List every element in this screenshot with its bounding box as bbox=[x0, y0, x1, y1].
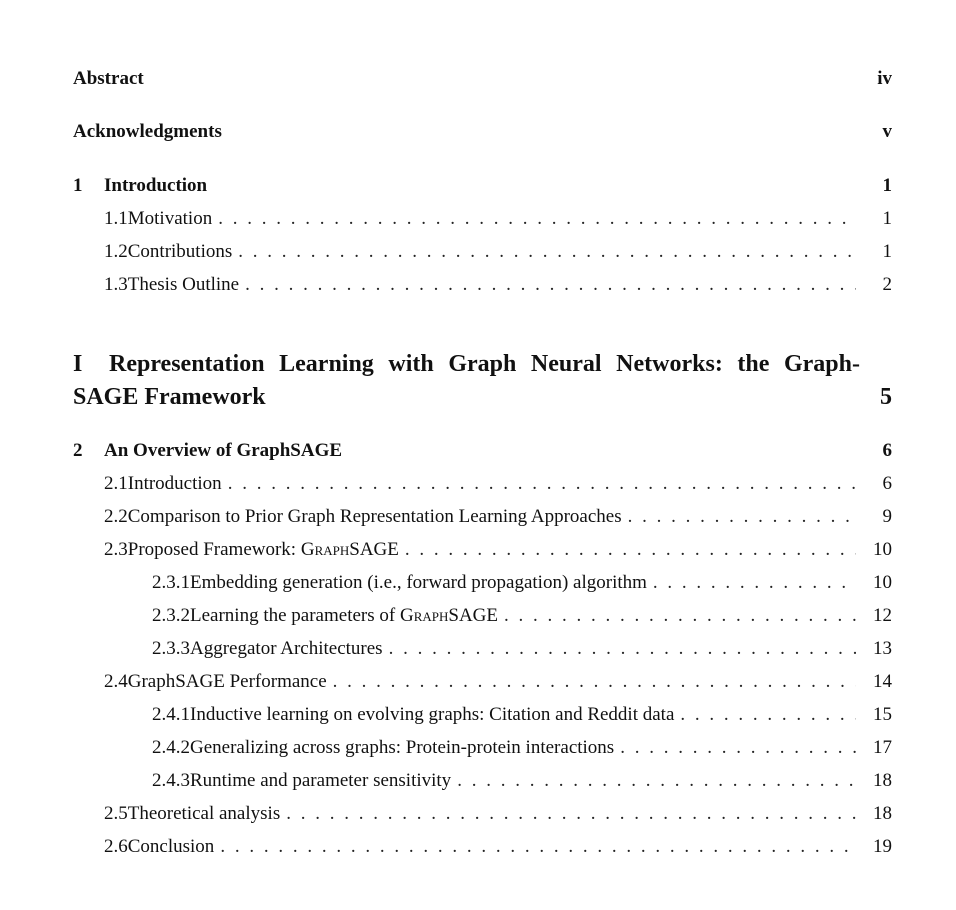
section-title: GraphSAGE Performance bbox=[127, 671, 327, 692]
section-title: Motivation bbox=[127, 208, 213, 229]
subsection-page: 10 bbox=[873, 572, 892, 593]
title-prefix: Proposed Framework: G bbox=[127, 539, 315, 560]
subsection-page: 17 bbox=[873, 737, 892, 758]
section-number: 2.1 bbox=[104, 473, 128, 494]
dot-leader bbox=[389, 638, 856, 660]
subsection-number: 2.4.1 bbox=[152, 704, 190, 725]
toc-subsection-2-3-1[interactable] bbox=[73, 572, 892, 594]
toc-section-2-1[interactable] bbox=[73, 473, 892, 495]
toc-section-2-3[interactable] bbox=[73, 539, 892, 561]
section-title: Contributions bbox=[127, 241, 233, 262]
section-title: Conclusion bbox=[127, 836, 215, 857]
dot-leader bbox=[333, 671, 856, 693]
section-page: 2 bbox=[882, 274, 892, 295]
title-smallcaps: raph bbox=[413, 605, 449, 626]
subsection-number: 2.4.2 bbox=[152, 737, 190, 758]
part-number: I bbox=[73, 351, 83, 377]
toc-section-2-5[interactable] bbox=[73, 803, 892, 825]
toc-subsection-2-4-1[interactable] bbox=[73, 704, 892, 726]
dot-leader bbox=[220, 836, 856, 858]
toc-entry-page: iv bbox=[877, 68, 892, 89]
subsection-number: 2.4.3 bbox=[152, 770, 190, 791]
subsection-page: 13 bbox=[873, 638, 892, 659]
dot-leader bbox=[228, 473, 856, 495]
section-page: 19 bbox=[873, 836, 892, 857]
toc-chapter-2[interactable] bbox=[73, 440, 892, 462]
section-title: Introduction bbox=[127, 473, 222, 494]
subsection-title: Runtime and parameter sensitivity bbox=[190, 770, 452, 791]
section-number: 2.3 bbox=[104, 539, 128, 560]
subsection-number: 2.3.1 bbox=[152, 572, 190, 593]
section-page: 6 bbox=[882, 473, 892, 494]
toc-entry-page: v bbox=[882, 121, 892, 142]
section-number: 2.6 bbox=[104, 836, 128, 857]
section-page: 14 bbox=[873, 671, 892, 692]
subsection-number: 2.3.3 bbox=[152, 638, 190, 659]
section-title: Thesis Outline bbox=[127, 274, 240, 295]
subsection-page: 12 bbox=[873, 605, 892, 626]
dot-leader bbox=[245, 274, 856, 296]
dot-leader bbox=[405, 539, 856, 561]
dot-leader bbox=[680, 704, 856, 726]
toc-section-2-6[interactable] bbox=[73, 836, 892, 858]
section-title bbox=[128, 539, 399, 561]
chapter-page: 6 bbox=[882, 440, 892, 461]
section-page: 10 bbox=[873, 539, 892, 560]
subsection-title: Embedding generation (i.e., forward propagation) algorithm bbox=[190, 572, 647, 593]
part-title-line-1: Representation Learning with Graph Neural Networks: the Graph- bbox=[109, 351, 860, 377]
section-number: 1.3 bbox=[104, 274, 128, 295]
section-title: Theoretical analysis bbox=[127, 803, 281, 824]
title-smallcaps: raph bbox=[314, 539, 350, 560]
section-number: 1.1 bbox=[104, 208, 128, 229]
title-suffix: SAGE bbox=[349, 539, 399, 560]
subsection-page: 15 bbox=[873, 704, 892, 725]
toc-entry-abstract[interactable] bbox=[73, 68, 892, 90]
chapter-number: 2 bbox=[73, 440, 83, 461]
section-number: 2.5 bbox=[104, 803, 128, 824]
section-number: 1.2 bbox=[104, 241, 128, 262]
subsection-page: 18 bbox=[873, 770, 892, 791]
toc-entry-acknowledgments[interactable] bbox=[73, 121, 892, 143]
toc-subsection-2-3-3[interactable] bbox=[73, 638, 892, 660]
toc-section-1-1[interactable] bbox=[73, 208, 892, 230]
toc-subsection-2-3-2[interactable] bbox=[73, 605, 892, 627]
chapter-title: An Overview of GraphSAGE bbox=[104, 440, 343, 461]
subsection-title: Inductive learning on evolving graphs: Citation and Reddit data bbox=[190, 704, 675, 725]
subsection-title: Aggregator Architectures bbox=[190, 638, 383, 659]
section-page: 1 bbox=[882, 208, 892, 229]
title-prefix: Learning the parameters of G bbox=[190, 605, 414, 626]
subsection-title: Generalizing across graphs: Protein-protein interactions bbox=[190, 737, 615, 758]
section-number: 2.2 bbox=[104, 506, 128, 527]
dot-leader bbox=[653, 572, 856, 594]
toc-section-1-2[interactable] bbox=[73, 241, 892, 263]
toc-entry-title: Abstract bbox=[73, 68, 144, 89]
dot-leader bbox=[504, 605, 856, 627]
dot-leader bbox=[457, 770, 856, 792]
dot-leader bbox=[620, 737, 856, 759]
subsection-title bbox=[190, 605, 498, 627]
toc-section-2-4[interactable] bbox=[73, 671, 892, 693]
toc-subsection-2-4-2[interactable] bbox=[73, 737, 892, 759]
section-number: 2.4 bbox=[104, 671, 128, 692]
chapter-title: Introduction bbox=[104, 175, 208, 196]
toc-part-1[interactable] bbox=[73, 348, 892, 414]
chapter-page: 1 bbox=[882, 175, 892, 196]
title-suffix: SAGE bbox=[448, 605, 498, 626]
toc-section-2-2[interactable] bbox=[73, 506, 892, 528]
section-page: 9 bbox=[882, 506, 892, 527]
chapter-number: 1 bbox=[73, 175, 83, 196]
section-page: 18 bbox=[873, 803, 892, 824]
toc-chapter-1[interactable] bbox=[73, 175, 892, 197]
toc-section-1-3[interactable] bbox=[73, 274, 892, 296]
toc-entry-title: Acknowledgments bbox=[73, 121, 222, 142]
part-page: 5 bbox=[880, 384, 892, 410]
dot-leader bbox=[628, 506, 856, 528]
dot-leader bbox=[218, 208, 856, 230]
subsection-number: 2.3.2 bbox=[152, 605, 190, 626]
part-title-line-2: SAGE Framework bbox=[73, 384, 266, 410]
toc-subsection-2-4-3[interactable] bbox=[73, 770, 892, 792]
dot-leader bbox=[238, 241, 856, 263]
section-page: 1 bbox=[882, 241, 892, 262]
dot-leader bbox=[286, 803, 856, 825]
section-title: Comparison to Prior Graph Representation Learning Approaches bbox=[127, 506, 622, 527]
